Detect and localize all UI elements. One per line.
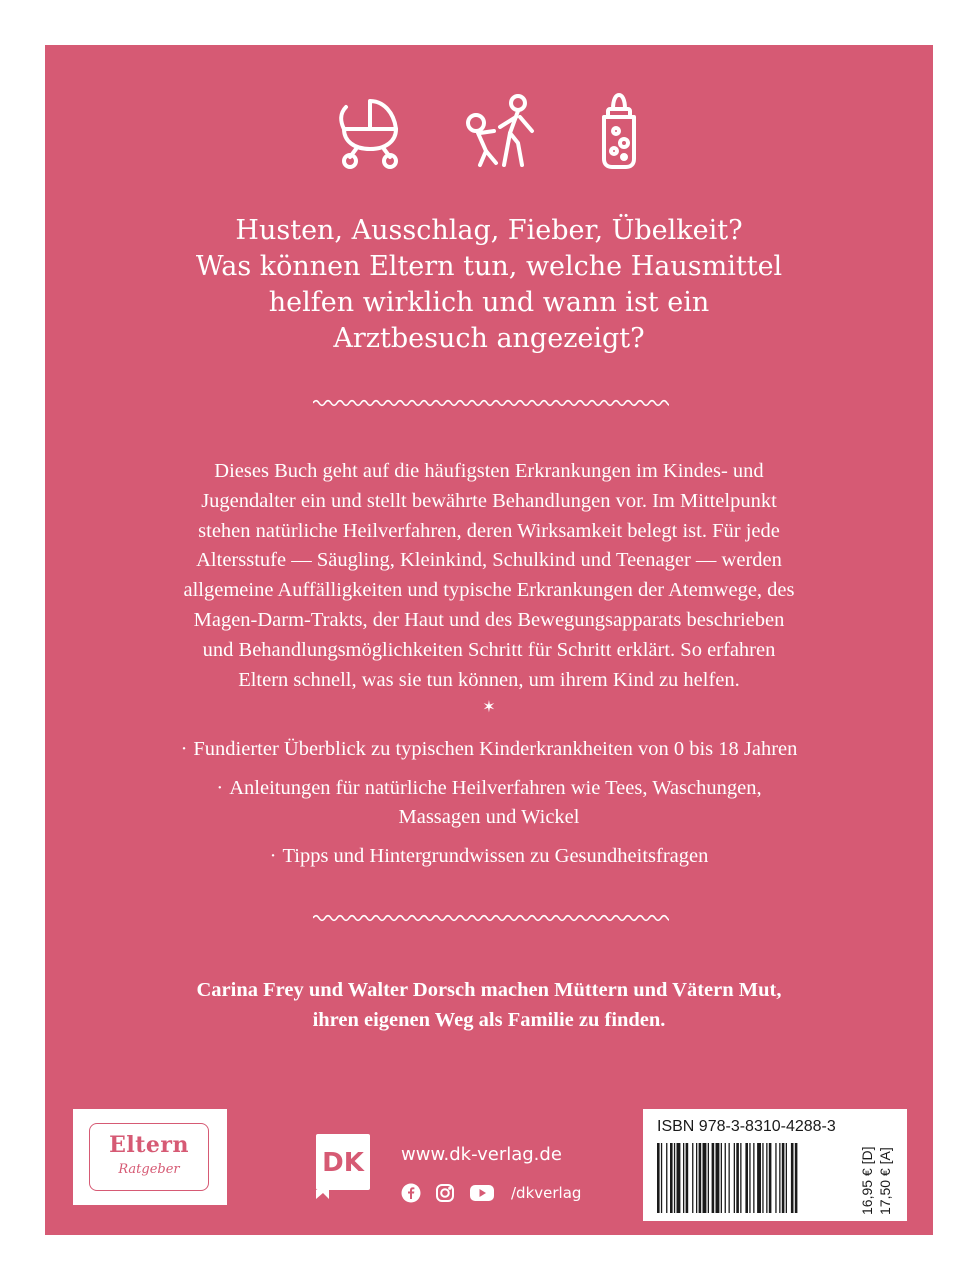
author-statement-line: ihren eigenen Weg als Familie zu finden. <box>312 1009 666 1031</box>
barcode-bar <box>734 1143 735 1213</box>
instagram-icon[interactable] <box>435 1183 455 1203</box>
barcode-bar <box>775 1143 776 1213</box>
description-line: Dieses Buch geht auf die häufigsten Erkrankungen im Kindes- und <box>214 460 764 482</box>
barcode-bar <box>699 1143 702 1213</box>
barcode-bar <box>692 1143 693 1213</box>
bullet-item <box>45 774 933 833</box>
description-line: Eltern schnell, was sie tun können, um ihrem Kind zu helfen. <box>238 668 740 691</box>
barcode-bar <box>779 1143 780 1213</box>
description <box>45 457 933 695</box>
barcode-bar <box>757 1143 761 1213</box>
series-logo <box>73 1109 227 1205</box>
description-line: Jugendalter ein und stellt bewährte Behandlungen vor. Im Mittelpunkt <box>201 489 777 512</box>
baby-carriage-icon <box>336 93 406 169</box>
barcode-bar <box>769 1143 772 1213</box>
isbn-number: ISBN 978-3-8310-4288-3 <box>657 1118 836 1135</box>
price-germany: 16,95 € [D] <box>859 1146 875 1215</box>
series-logo-title: Eltern <box>109 1132 189 1158</box>
barcode-bar <box>795 1143 798 1213</box>
barcode-bar <box>786 1143 787 1213</box>
price-austria: 17,50 € [A] <box>877 1147 893 1215</box>
bullet-item <box>45 735 933 765</box>
headline-line: Husten, Ausschlag, Fieber, Übelkeit? <box>235 215 743 246</box>
barcode-bar <box>721 1143 722 1213</box>
author-statement <box>45 975 933 1035</box>
headline-line: helfen wirklich und wann ist ein <box>268 287 710 318</box>
bullet-item <box>45 842 933 872</box>
bullet-list <box>45 735 933 880</box>
barcode-panel <box>643 1109 907 1221</box>
barcode-bar <box>686 1143 689 1213</box>
barcode-bar <box>766 1143 767 1213</box>
barcode-bar <box>782 1143 785 1213</box>
barcode-bar <box>657 1143 660 1213</box>
dk-logo-text: DK <box>322 1148 364 1178</box>
series-logo-subtitle: Ratgeber <box>118 1162 180 1177</box>
wave-divider-bottom <box>313 911 669 925</box>
barcode-bar <box>762 1143 763 1213</box>
barcode-bar <box>745 1143 748 1213</box>
barcode-bar <box>670 1143 673 1213</box>
barcode-bar <box>791 1143 794 1213</box>
publisher-url[interactable]: www.dk-verlag.de <box>401 1144 562 1165</box>
bullet-text: Anleitungen für natürliche Heilverfahren wie Tees, Waschungen, <box>229 776 762 799</box>
social-media-row <box>401 1183 581 1203</box>
description-line: Altersstufe — Säugling, Kleinkind, Schulkind und Teenager — werden <box>196 549 782 572</box>
description-line: Magen-Darm-Trakts, der Haut und des Bewegungsapparats beschrieben <box>193 608 785 631</box>
barcode-bar <box>661 1143 662 1213</box>
social-handle[interactable]: /dkverlag <box>511 1184 582 1202</box>
barcode-bar <box>729 1143 730 1213</box>
wave-divider-top <box>313 396 669 410</box>
barcode-bar <box>674 1143 675 1213</box>
book-back-cover <box>45 45 933 1235</box>
bullet-text: Fundierter Überblick zu typischen Kinderkrankheiten von 0 bis 18 Jahren <box>193 738 798 760</box>
description-line: allgemeine Auffälligkeiten und typische Erkrankungen der Atemwege, des <box>183 579 795 602</box>
barcode-bar <box>703 1143 707 1213</box>
bullet-dot: · <box>216 776 224 799</box>
description-line: und Behandlungsmöglichkeiten Schritt für Schritt erklärt. So erfahren <box>202 638 776 661</box>
description-line: stehen natürliche Heilverfahren, deren Wirksamkeit belegt ist. Für jede <box>198 519 780 542</box>
bullet-dot: · <box>180 738 188 760</box>
barcode-bar <box>749 1143 750 1213</box>
parent-child-walking-icon <box>460 93 542 169</box>
barcode-bar <box>740 1143 741 1213</box>
icon-row <box>45 93 933 169</box>
author-statement-line: Carina Frey und Walter Dorsch machen Müttern und Vätern Mut, <box>196 979 782 1001</box>
headline-line: Arztbesuch angezeigt? <box>333 323 645 354</box>
barcode-bar <box>666 1143 667 1213</box>
barcode-bar <box>696 1143 697 1213</box>
youtube-icon[interactable] <box>469 1183 495 1203</box>
headline <box>45 213 933 357</box>
baby-bottle-icon <box>596 93 642 169</box>
series-logo-frame <box>89 1123 209 1191</box>
headline-line: Was können Eltern tun, welche Hausmittel <box>195 251 783 282</box>
price-block <box>857 1143 897 1215</box>
bullet-dot: · <box>269 844 277 867</box>
barcode-bar <box>736 1143 739 1213</box>
barcode-bar <box>683 1143 684 1213</box>
barcode-bar <box>677 1143 681 1213</box>
dk-publisher-logo <box>315 1133 371 1203</box>
bullet-text: Tipps und Hintergrundwissen zu Gesundheitsfragen <box>282 844 709 867</box>
barcode-bar <box>712 1143 715 1213</box>
barcode-bar <box>725 1143 726 1213</box>
barcode-bar <box>708 1143 709 1213</box>
star-separator-icon: ✶ <box>482 697 496 716</box>
barcode-bar <box>716 1143 720 1213</box>
bullet-text-continued: Massagen und Wickel <box>398 806 580 828</box>
barcode-image <box>655 1143 851 1213</box>
facebook-icon[interactable] <box>401 1183 421 1203</box>
barcode-bar <box>753 1143 754 1213</box>
